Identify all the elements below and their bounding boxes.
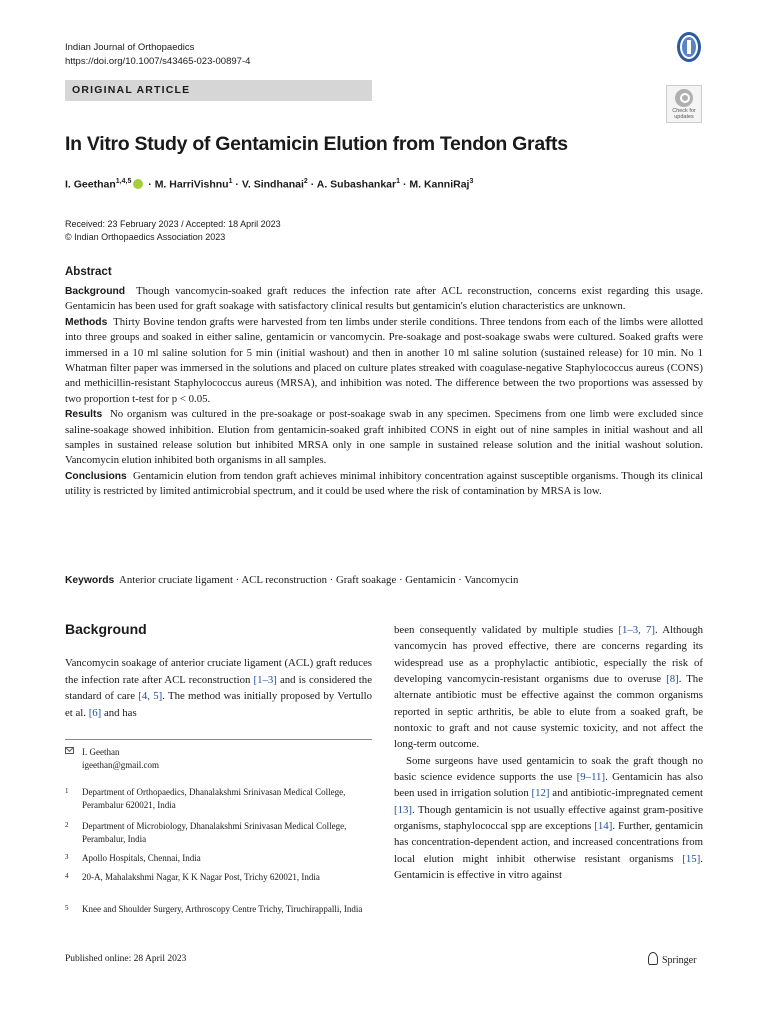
abstract-conclusions	[65, 469, 703, 500]
body-text: Some surgeons have used gentamicin to soak the graft though no basic science evidence supports the use	[394, 754, 703, 784]
affiliation-number: 1	[65, 787, 69, 795]
citation-link[interactable]: [8]	[666, 673, 679, 686]
affiliation-5	[65, 903, 372, 916]
check-updates-label-2: updates	[674, 114, 694, 120]
affiliation-text: Department of Microbiology, Dhanalakshmi Srinivasan Medical College, Perambalur, India	[82, 821, 347, 844]
abstract-results	[65, 407, 703, 469]
abstract-heading: Abstract	[65, 266, 112, 278]
author-affiliation-sup: 1	[228, 178, 233, 185]
published-online: Published online: 28 April 2023	[65, 954, 187, 964]
publisher-logo	[648, 952, 696, 966]
background-left-column	[65, 655, 372, 721]
abstract-text: Though vancomycin-soaked graft reduces the infection rate after ACL reconstruction, concerns exist regarding this usage. Gentamicin has been used for graft soakage with satisfactory clinical results but gentamicin's elution characteristics are unknown.	[65, 285, 703, 313]
abstract-methods	[65, 315, 703, 407]
correspondence	[65, 746, 372, 771]
orcid-icon[interactable]	[133, 179, 143, 189]
paragraph	[394, 753, 703, 884]
citation-link[interactable]: [13]	[394, 803, 412, 816]
body-text: . The alternate antibiotic must be effective against the common organisms reported in septic arthritis, be able to elute from a soaked graft, be nontoxic to graft and not cause systemic toxicity, and not affect the long-term outcome.	[394, 673, 703, 751]
copyright: © Indian Orthopaedics Association 2023	[65, 232, 226, 242]
affiliation-number: 4	[65, 872, 69, 880]
correspondence-email[interactable]: igeethan@gmail.com	[82, 759, 160, 770]
journal-header	[65, 41, 250, 69]
abstract-label: Methods	[65, 316, 108, 328]
author-list: I. Geethan$^{1,4,5}$ · M. HarriVishnu$^1$ · V. Sindhanai$^2$ · A. Subashankar$^1$ · M. KanniRaj$^3$	[65, 178, 474, 191]
journal-name: Indian Journal of Orthopaedics	[65, 42, 195, 53]
abstract-label: Results	[65, 409, 103, 421]
author-affiliation-sup: 1	[396, 178, 401, 185]
citation-link[interactable]: [15]	[682, 852, 701, 865]
article-type-badge: ORIGINAL ARTICLE	[65, 80, 372, 101]
body-text: and antibiotic-impregnated cement	[549, 787, 703, 800]
body-text: and has	[101, 706, 137, 719]
citation-link[interactable]: [1–3]	[253, 673, 277, 686]
abstract-body	[65, 284, 703, 500]
author-name[interactable]: V. Sindhanai	[241, 178, 304, 191]
section-heading-background: Background	[65, 621, 147, 637]
affiliation-number: 5	[65, 904, 69, 912]
keywords-label: Keywords	[65, 575, 115, 586]
body-text: . Gentamicin has also been used in irrigation solution	[394, 771, 704, 800]
envelope-icon	[65, 747, 74, 754]
author-name[interactable]: A. Subashankar	[316, 178, 397, 191]
affiliation-number: 3	[65, 853, 69, 861]
doi-link[interactable]: https://doi.org/10.1007/s43465-023-00897-4	[65, 56, 251, 67]
author-name[interactable]: M. HarriVishnu	[154, 178, 229, 191]
author-name[interactable]: I. Geethan	[65, 178, 116, 191]
received-accepted: Received: 23 February 2023 / Accepted: 18 April 2023	[65, 219, 281, 229]
keywords-text: Anterior cruciate ligament · ACL reconstruction · Graft soakage · Gentamicin · Vancomycin	[119, 574, 519, 586]
affiliation-2	[65, 820, 372, 845]
body-text: . The method was initially proposed by Vertullo et al.	[65, 690, 372, 719]
body-text: . Although vancomycin has proved effective, there are concerns regarding its widespread use as a prophylactic antibiotic, especially the risk of developing vancomycin-resistant organisms due to overuse	[394, 624, 704, 686]
body-text: . Further, gentamicin has concentration-dependent action, and increased concentrations from local elution might inhibit otherwise resistant organisms	[394, 820, 703, 865]
author-affiliation-sup: 2	[303, 178, 308, 185]
check-updates-icon	[675, 89, 693, 107]
author-affiliation-sup: 3	[469, 178, 474, 185]
journal-logo	[676, 31, 702, 63]
citation-link[interactable]: [1–3, 7]	[618, 624, 655, 636]
correspondence-name: I. Geethan	[82, 747, 120, 757]
affiliation-3	[65, 852, 372, 865]
paragraph	[394, 622, 703, 753]
author-affiliation-sup: 1,4,5	[115, 178, 132, 185]
citation-link[interactable]: [14]	[594, 820, 613, 833]
abstract-background	[65, 284, 703, 315]
body-text: been consequently validated by multiple studies	[394, 624, 619, 636]
keywords	[65, 574, 705, 586]
abstract-text: Thirty Bovine tendon grafts were harvested from ten limbs under sterile conditions. Three tendons from each of the limbs were allotted into three groups and soaked in either saline, gentamicin or vancomycin. Pre-soakage and post-soakage swabs were cultured. Soaked grafts were immersed in a 10 ml saline solution for 5 min (initial washout) and then in another 10 ml saline solution (sustained release) for 10 min. No 1 Whatman filter paper was immersed in the solutions and placed on culture plates streaked with coagulase-negative Staphylococcus aureus (CONS) and methicillin-resistant Staphylococcus aureus (MRSA), and inhibition was noted. The difference between the two proportions was assessed by two proportion t-test for p < 0.05.	[65, 315, 703, 405]
abstract-label: Background	[65, 286, 126, 297]
footnote-divider	[65, 739, 372, 740]
abstract-text: No organism was cultured in the pre-soakage or post-soakage swab in any specimen. Specimens from one limb were excluded since saline-soakage showed inhibition. Elution from gentamicin-soaked graft inhibited CONS in eight out of nine samples in initial washout and all samples in sustained release solution but inhibited MRSA only in one sample in sustained release solution and the initial washout solution. Vancomycin elution inhibited both organisms in all samples.	[65, 408, 704, 467]
affiliation-text: Apollo Hospitals, Chennai, India	[82, 853, 201, 863]
affiliation-1	[65, 786, 372, 811]
affiliation-4	[65, 871, 372, 884]
citation-link[interactable]: [4, 5]	[138, 690, 163, 702]
affiliation-text: 20-A, Mahalakshmi Nagar, K K Nagar Post, Trichy 620021, India	[82, 872, 320, 882]
body-text: . Gentamicin is effective in vitro against	[394, 852, 703, 882]
author-name[interactable]: M. KanniRaj	[409, 178, 470, 191]
body-text: and is considered the standard of care	[65, 673, 372, 702]
article-title: In Vitro Study of Gentamicin Elution from Tendon Grafts	[65, 133, 568, 155]
check-updates-label-1: Check for	[672, 108, 696, 114]
citation-link[interactable]: [9–11]	[576, 771, 606, 784]
body-text: . Though gentamicin is not usually effective against gram-positive organisms, staphylococcal spp are exceptions	[394, 803, 703, 833]
affiliation-number: 2	[65, 821, 69, 829]
affiliation-text: Department of Orthopaedics, Dhanalakshmi Srinivasan Medical College, Perambalur 620021, India	[82, 787, 346, 810]
springer-horse-icon	[648, 952, 658, 965]
citation-link[interactable]: [12]	[531, 787, 550, 800]
citation-link[interactable]: [6]	[88, 706, 102, 719]
abstract-text: Gentamicin elution from tendon graft achieves minimal inhibitory concentration against susceptible organisms. Though its clinical utility is restricted by limited antimicrobial spectrum, and it could be used where the risk of contamination by MRSA is low.	[65, 469, 703, 498]
article-dates	[65, 218, 281, 244]
body-text: Vancomycin soakage of anterior cruciate ligament (ACL) graft reduces the infection rate after ACL reconstruction	[65, 657, 372, 686]
publisher-name: Springer	[662, 955, 697, 966]
background-right-column	[394, 622, 703, 884]
check-for-updates-button[interactable]	[666, 85, 702, 123]
abstract-label: Conclusions	[65, 470, 127, 482]
affiliation-text: Knee and Shoulder Surgery, Arthroscopy Centre Trichy, Tiruchirappalli, India	[82, 904, 363, 914]
